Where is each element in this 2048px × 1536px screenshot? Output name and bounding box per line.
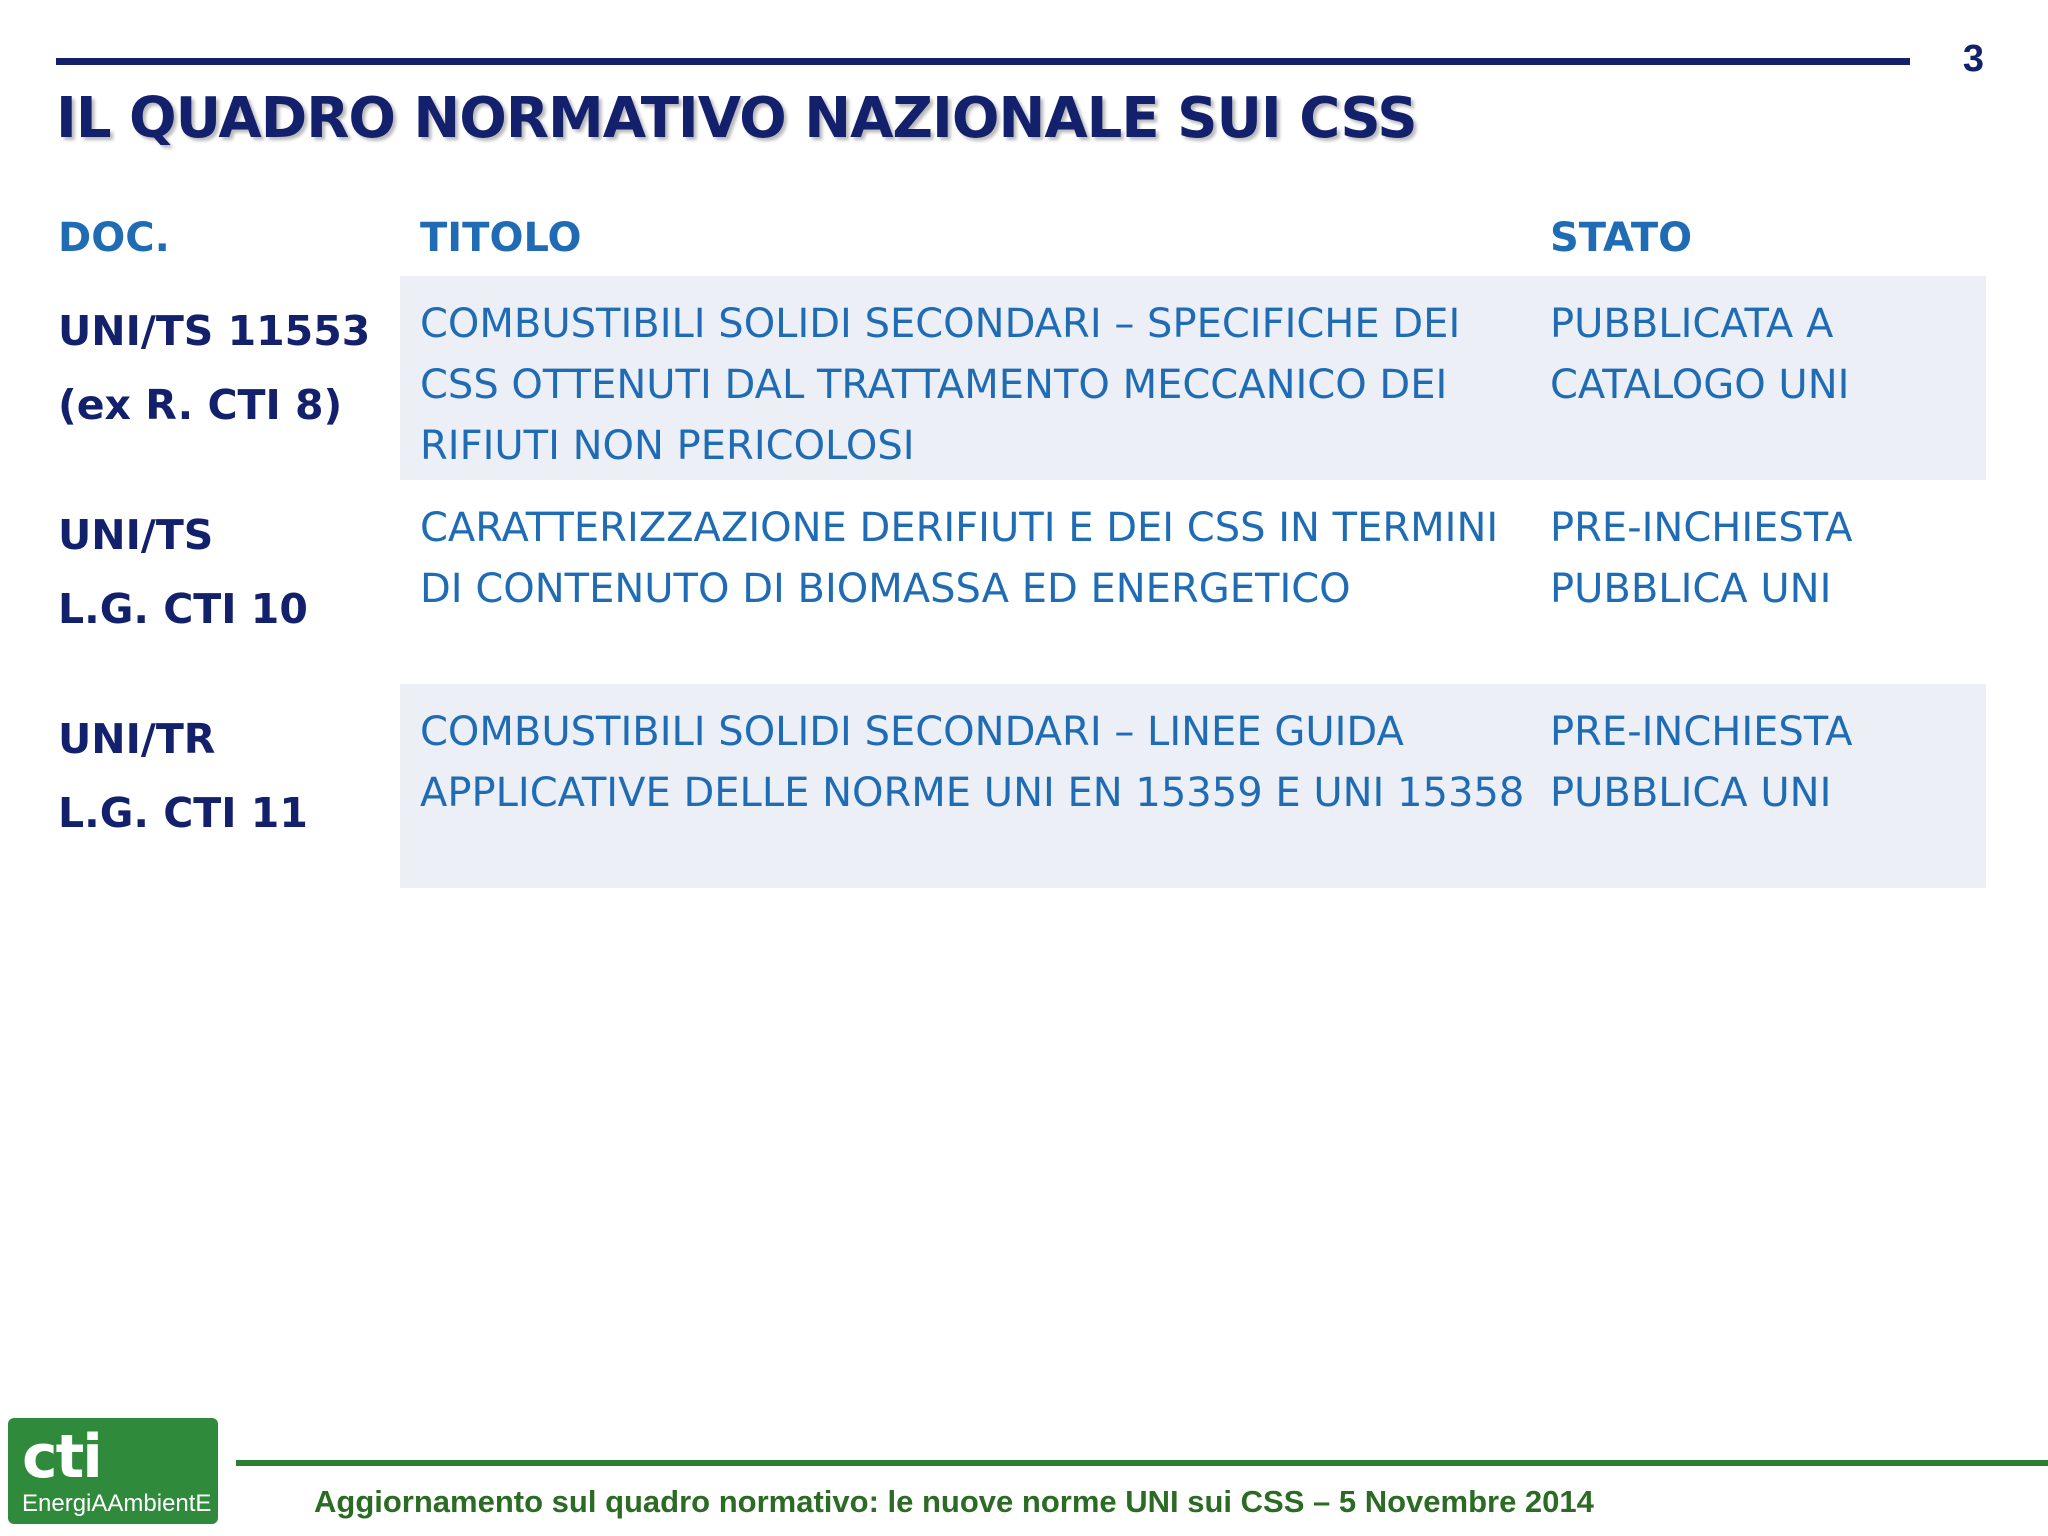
table-row bbox=[40, 276, 1986, 480]
header-title: TITOLO bbox=[420, 215, 582, 261]
state-cell: PUBBLICATA A CATALOGO UNI bbox=[1550, 301, 1850, 408]
title-cell: COMBUSTIBILI SOLIDI SECONDARI – SPECIFICHE DEI CSS OTTENUTI DAL TRATTAMENTO MECCANICO DEI RIFIUTI NON PERICOLOSI bbox=[420, 301, 1461, 469]
doc-code: UNI/TR bbox=[58, 715, 216, 763]
doc-cell bbox=[40, 480, 400, 684]
state-cell: PRE-INCHIESTA PUBBLICA UNI bbox=[1550, 505, 1853, 612]
doc-ref: L.G. CTI 11 bbox=[58, 789, 308, 837]
logo-subtitle: EnergiAAmbientE bbox=[22, 1490, 212, 1517]
footer-caption: Aggiornamento sul quadro normativo: le nuove norme UNI sui CSS – 5 Novembre 2014 bbox=[314, 1484, 1594, 1519]
title-cell: COMBUSTIBILI SOLIDI SECONDARI – LINEE GUIDA APPLICATIVE DELLE NORME UNI EN 15359 E UNI 15358 bbox=[420, 709, 1525, 816]
doc-ref: L.G. CTI 10 bbox=[58, 585, 308, 633]
page-number: 3 bbox=[1962, 38, 1984, 80]
state-cell: PRE-INCHIESTA PUBBLICA UNI bbox=[1550, 709, 1853, 816]
title-cell: CARATTERIZZAZIONE DERIFIUTI E DEI CSS IN TERMINI DI CONTENUTO DI BIOMASSA ED ENERGETICO bbox=[420, 505, 1499, 612]
doc-cell bbox=[40, 684, 400, 888]
row-content bbox=[400, 684, 1986, 888]
header-doc: DOC. bbox=[58, 215, 170, 261]
doc-code: UNI/TS bbox=[58, 511, 214, 559]
header-rule bbox=[56, 58, 1910, 65]
row-content bbox=[400, 276, 1986, 480]
cti-logo bbox=[8, 1418, 218, 1524]
logo-mark: cti bbox=[22, 1422, 101, 1492]
table-row bbox=[40, 684, 1986, 888]
standards-table bbox=[40, 200, 1986, 888]
slide-title: IL QUADRO NORMATIVO NAZIONALE SUI CSS bbox=[56, 86, 1417, 151]
row-content bbox=[400, 480, 1986, 684]
table-header-row bbox=[40, 200, 1986, 276]
doc-ref: (ex R. CTI 8) bbox=[58, 381, 343, 429]
footer-rule bbox=[236, 1460, 2048, 1466]
header-state: STATO bbox=[1550, 215, 1693, 261]
doc-cell bbox=[40, 276, 400, 480]
doc-code: UNI/TS 11553 bbox=[58, 307, 371, 355]
table-row bbox=[40, 480, 1986, 684]
